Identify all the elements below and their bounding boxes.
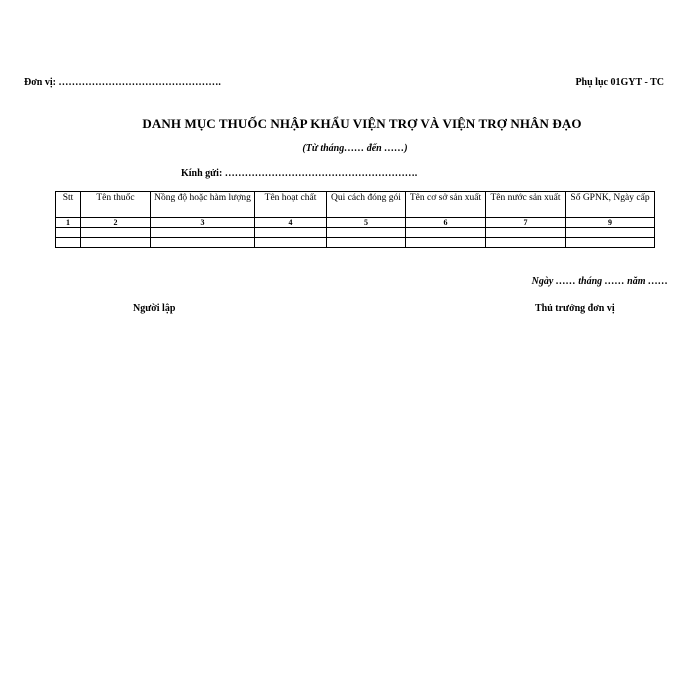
column-header: Tên hoạt chất: [255, 192, 327, 218]
column-number: 5: [327, 218, 406, 228]
column-header: Số GPNK, Ngày cấp: [566, 192, 655, 218]
empty-cell: [327, 228, 406, 238]
empty-cell: [327, 238, 406, 248]
column-header: Tên cơ sở sản xuất: [406, 192, 486, 218]
date-line: Ngày …… tháng …… năm ……: [531, 276, 668, 287]
empty-cell: [81, 228, 151, 238]
empty-cell: [486, 228, 566, 238]
empty-cell: [406, 238, 486, 248]
appendix-label: Phụ lục 01GYT - TC: [575, 77, 664, 88]
drug-list-table: [55, 191, 655, 248]
recipient-line: Kính gửi: ………………………………………………….: [181, 168, 418, 179]
column-header: Tên thuốc: [81, 192, 151, 218]
empty-cell: [81, 238, 151, 248]
column-number: 4: [255, 218, 327, 228]
preparer-signature-label: Người lập: [133, 303, 176, 314]
empty-cell: [56, 228, 81, 238]
column-number: 6: [406, 218, 486, 228]
empty-cell: [566, 228, 655, 238]
empty-cell: [151, 238, 255, 248]
table-row: [56, 228, 655, 238]
column-number: 3: [151, 218, 255, 228]
head-of-unit-signature-label: Thủ trưởng đơn vị: [535, 303, 615, 314]
table-header-row: [56, 192, 655, 218]
empty-cell: [151, 228, 255, 238]
column-number: 1: [56, 218, 81, 228]
column-number-row: [56, 218, 655, 228]
column-number: 2: [81, 218, 151, 228]
column-header: Stt: [56, 192, 81, 218]
empty-cell: [255, 238, 327, 248]
empty-cell: [255, 228, 327, 238]
unit-line: Đơn vị: ………………………………………….: [24, 77, 221, 88]
empty-cell: [486, 238, 566, 248]
column-header: Qui cách đóng gói: [327, 192, 406, 218]
period-line: (Từ tháng…… đến ……): [302, 143, 408, 154]
empty-cell: [56, 238, 81, 248]
table-row: [56, 238, 655, 248]
column-header: Tên nước sản xuất: [486, 192, 566, 218]
column-header: Nồng độ hoặc hàm lượng: [151, 192, 255, 218]
document-title: DANH MỤC THUỐC NHẬP KHẨU VIỆN TRỢ VÀ VIỆN TRỢ NHÂN ĐẠO: [142, 116, 582, 131]
column-number: 9: [566, 218, 655, 228]
empty-cell: [406, 228, 486, 238]
column-number: 7: [486, 218, 566, 228]
empty-cell: [566, 238, 655, 248]
